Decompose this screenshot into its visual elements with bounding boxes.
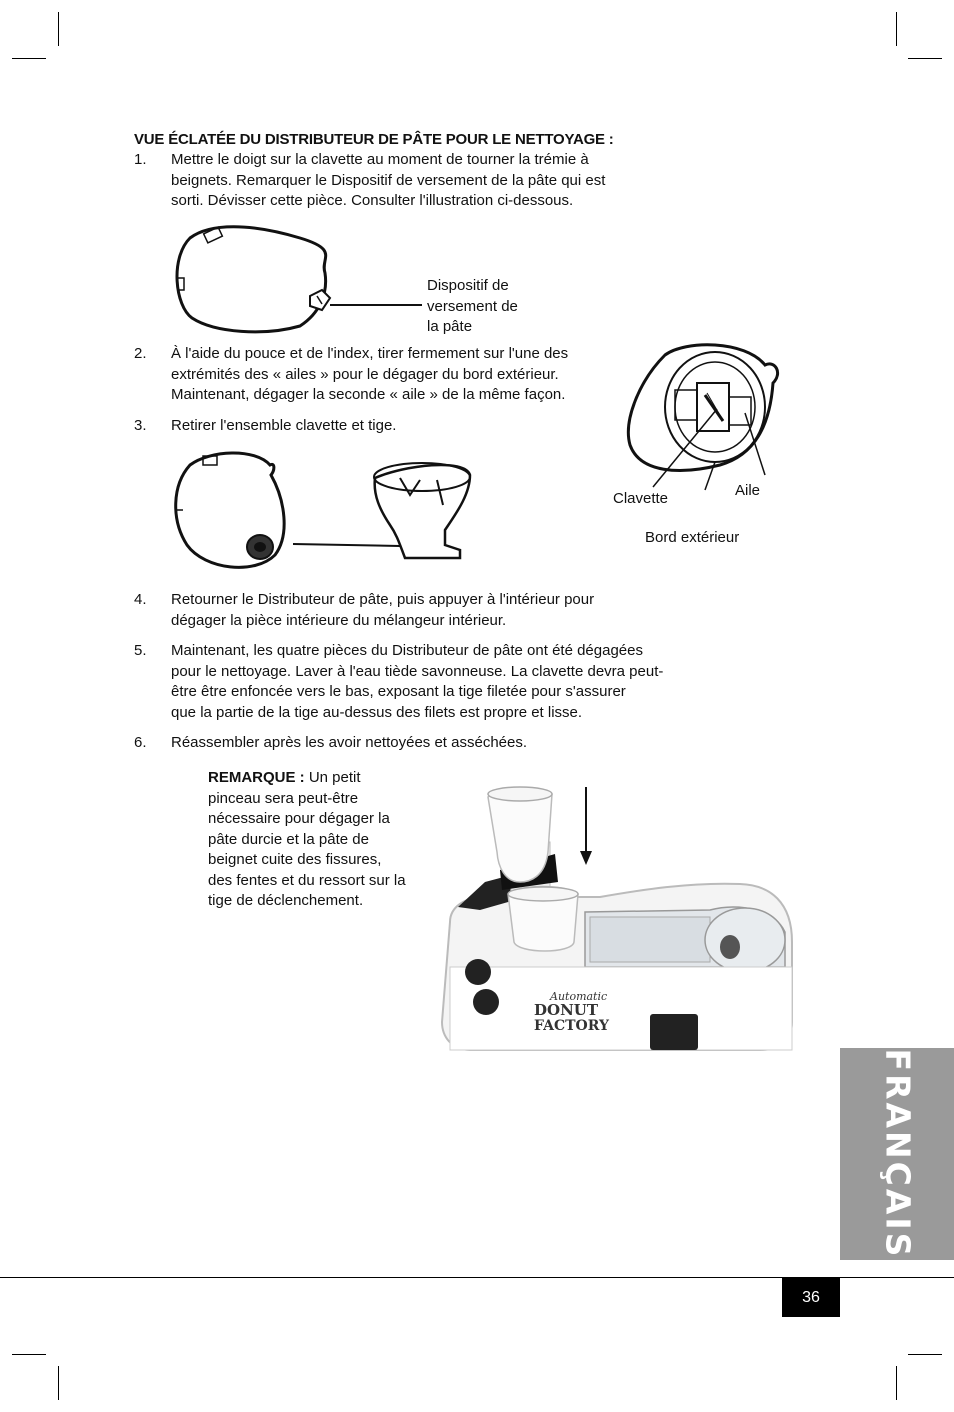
connector-line [293,544,400,546]
step-text [171,641,663,723]
step-line: sorti. Dévisser cette pièce. Consulter l'illustration ci-dessous. [171,192,574,209]
step-line: être être enfoncée vers le bas, exposant la tige filetée pour s'assurer [171,683,626,700]
step-number: 2. [134,345,147,362]
hopper-interior-illustration [625,335,780,480]
crop-mark [12,1354,46,1355]
brand-top: Automatic [550,990,608,1003]
step-line: pour le nettoyage. Laver à l'eau tiède savonneuse. La clavette devra peut- [171,662,664,680]
hopper-funnel-illustration [175,450,475,575]
step-line: que la partie de la tige au-dessus des filets est propre et lisse. [171,703,583,721]
crop-mark [896,1366,897,1400]
language-tab [840,1048,954,1260]
page-number: 36 [782,1278,840,1317]
step-number: 6. [134,734,147,751]
remark-note [208,768,408,912]
step-line: À l'aide du pouce et de l'index, tirer fermement sur l'une des [171,345,569,362]
step-line: Maintenant, dégager la seconde « aile » de la même façon. [171,386,566,403]
label-line: versement de [427,297,518,315]
step-text [171,590,594,631]
step-text [171,733,527,754]
brand-bottom: FACTORY [534,1018,609,1034]
crop-mark [908,1354,942,1355]
step-line: beignets. Remarquer le Dispositif de versement de la pâte qui est [171,171,606,189]
step-number: 3. [134,417,147,434]
clavette-label: Clavette [613,490,669,507]
step-line: Retourner le Distributeur de pâte, puis appuyer à l'intérieur pour [171,591,595,608]
step-text [171,344,568,406]
remark-title: REMARQUE : [208,769,305,786]
step-line: Mettre le doigt sur la clavette au moment de tourner la trémie à [171,151,589,168]
brand-mid: DONUT [534,1001,599,1019]
crop-mark [12,58,46,59]
label-line: Dispositif de [427,277,509,294]
step-text [171,150,605,212]
crop-mark [58,1366,59,1400]
crop-mark [908,58,942,59]
language-tab-text: FRANÇAIS [878,1048,917,1260]
step-number: 5. [134,642,147,659]
label-line: la pâte [427,318,473,335]
remark-text: Un petit pinceau sera peut-être nécessaire pour dégager la pâte durcie et la pâte de beignet cuite des fissures, des fentes et du ressort sur la tige de déclenchement. [208,769,406,909]
dispositif-label [427,276,518,338]
step-line: Retirer l'ensemble clavette et tige. [171,417,397,434]
donut-machine-photo [440,782,800,1054]
step-text [171,416,396,437]
crop-mark [896,12,897,46]
step-number: 4. [134,591,147,608]
step-line: extrémités des « ailes » pour le dégager du bord extérieur. [171,365,559,383]
step-line: Réassembler après les avoir nettoyées et asséchées. [171,734,528,751]
step-line: dégager la pièce intérieure du mélangeur intérieur. [171,611,507,629]
aile-label: Aile [735,482,761,499]
section-heading: VUE ÉCLATÉE DU DISTRIBUTEUR DE PÂTE POUR LE NETTOYAGE : [134,131,614,148]
crop-mark [58,12,59,46]
bord-label: Bord extérieur [645,529,740,546]
step-number: 1. [134,151,147,168]
step-line: Maintenant, les quatre pièces du Distributeur de pâte ont été dégagées [171,642,643,659]
